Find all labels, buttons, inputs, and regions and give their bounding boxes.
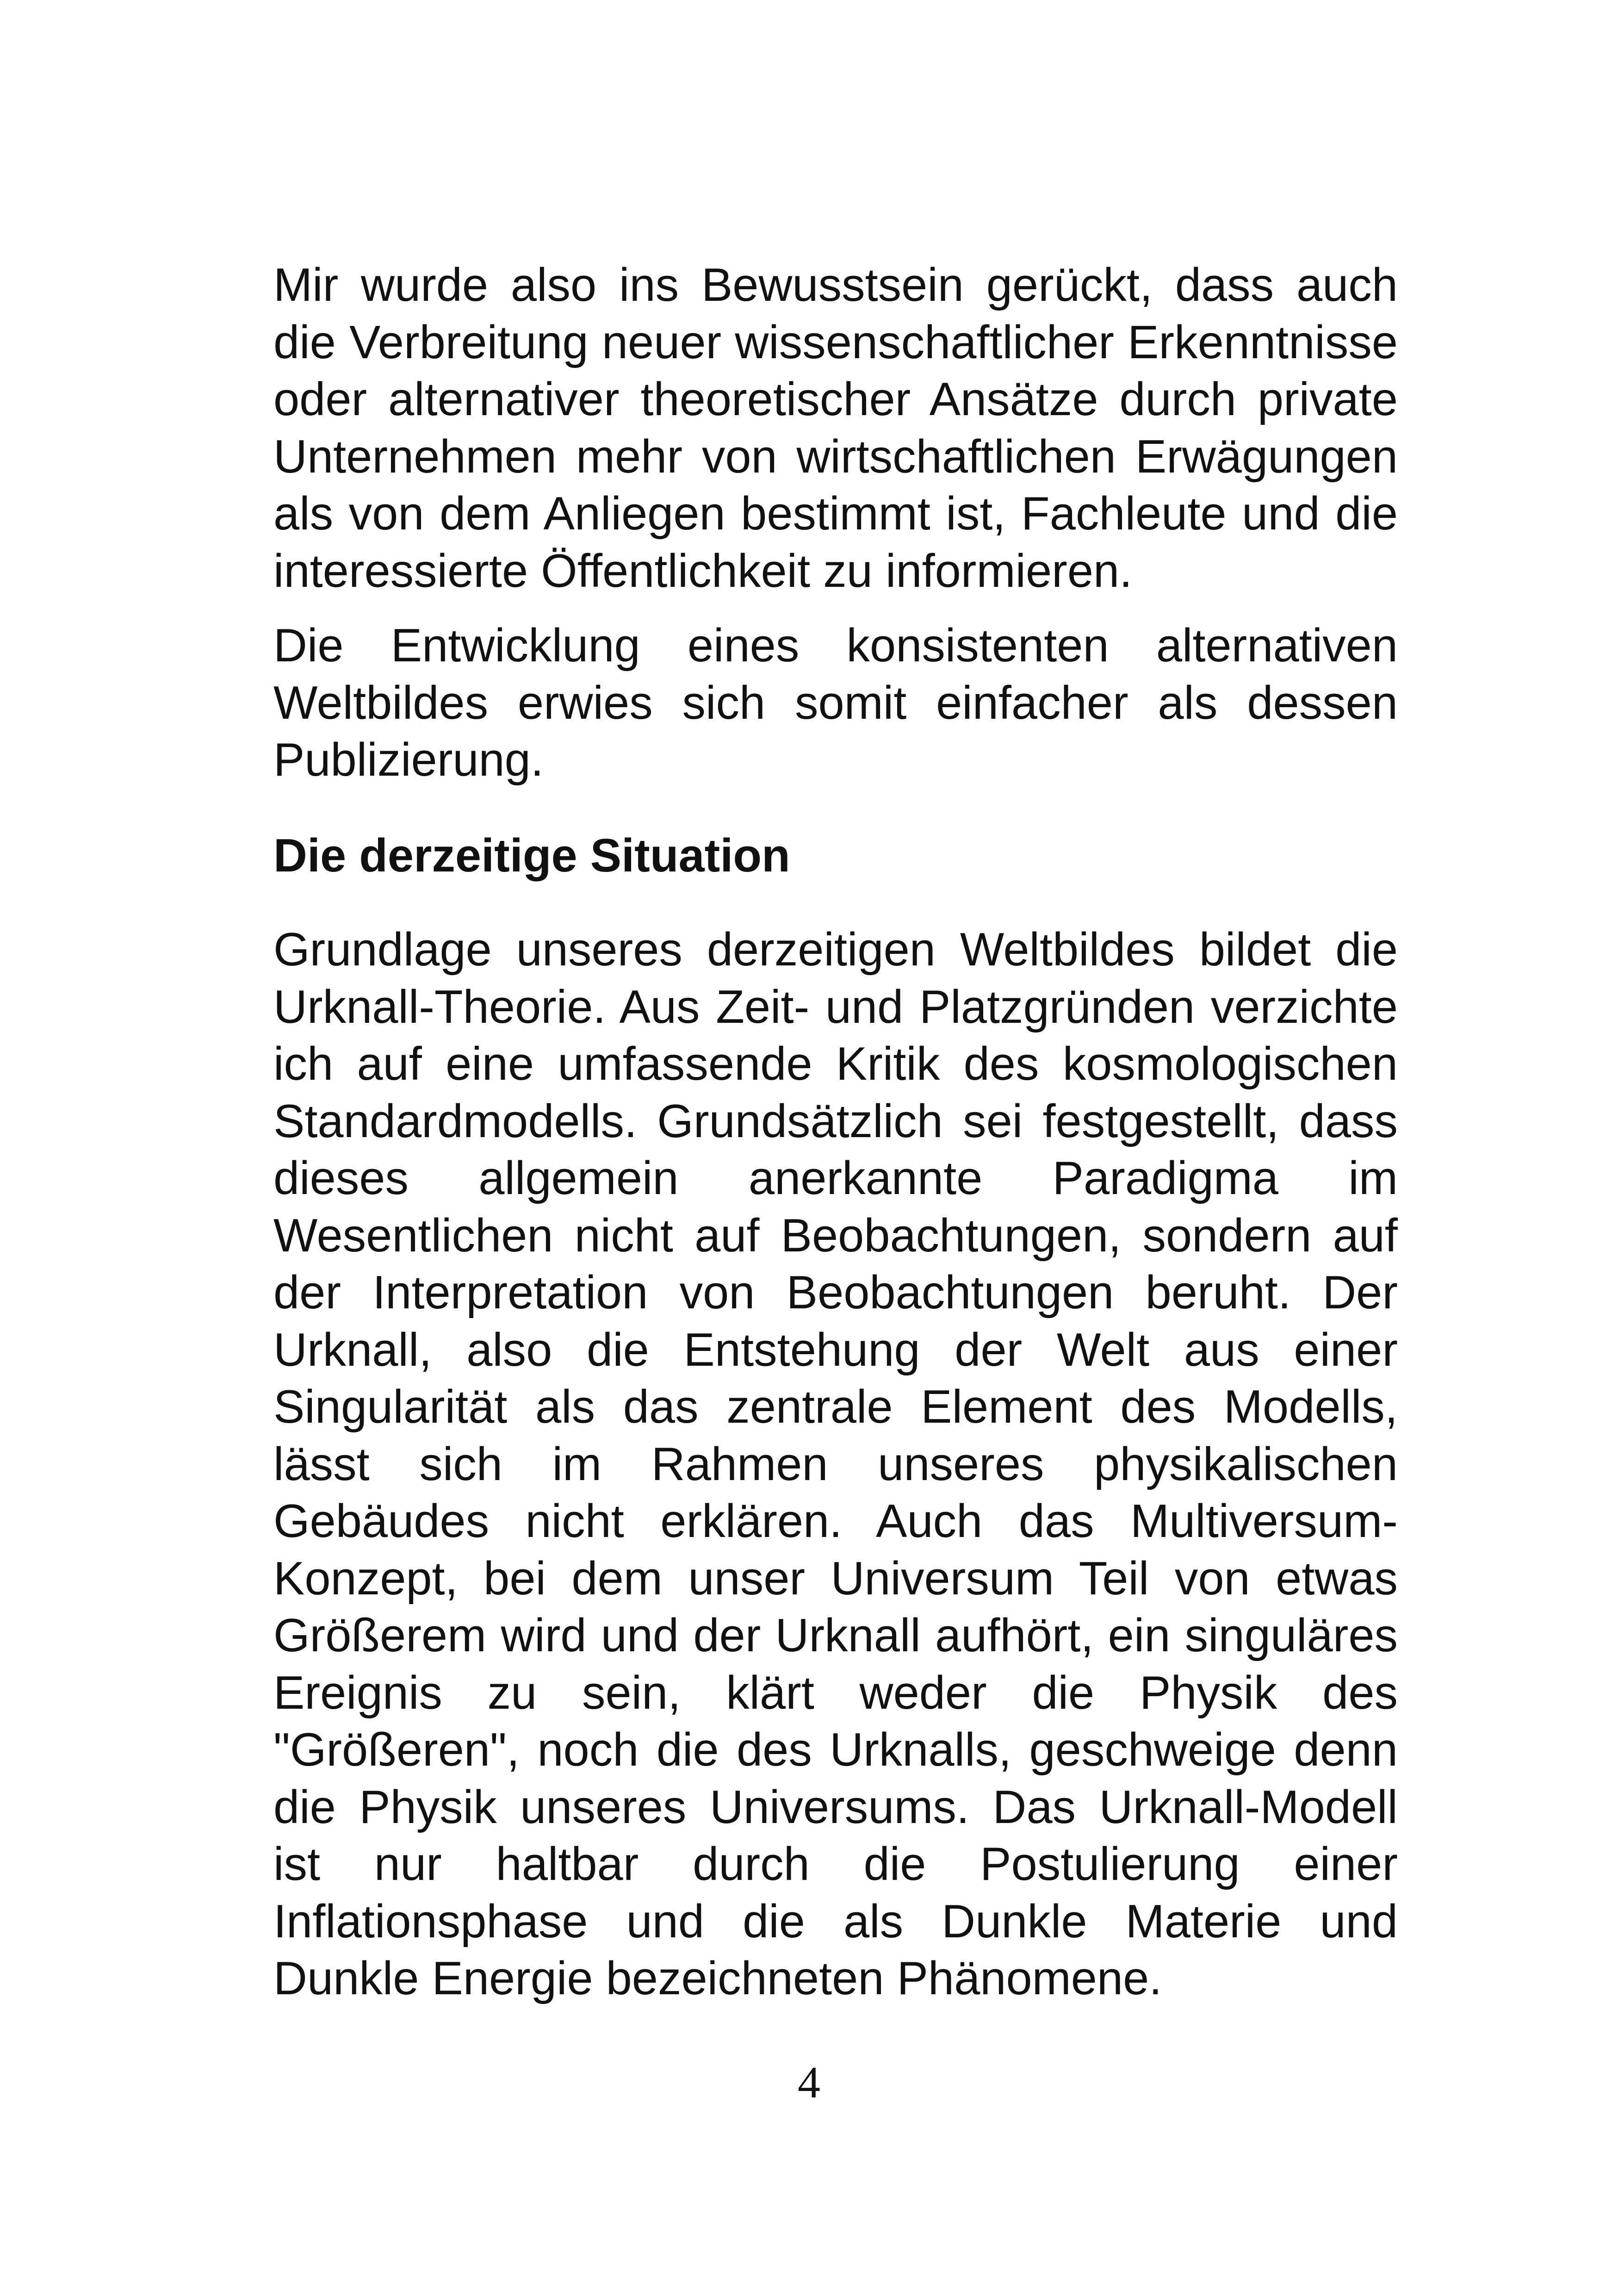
paragraph-worldview: Die Entwicklung eines konsistenten alternativen Weltbildes erwies sich somit einfacher als dessen Publizierung. bbox=[273, 620, 1398, 786]
body-text bbox=[273, 257, 1398, 2008]
paragraph-big-bang: Grundlage unseres derzeitigen Weltbildes bildet die Urknall-Theorie. Aus Zeit- und Platzgründen verzichte ich auf eine umfassende Kritik des kosmologischen Standardmodells. Grundsätzlich sei festgestellt, dass dieses allgemein anerkannte Paradigma im Wesentlichen nicht auf Beobachtungen, sondern auf der Interpretation von Beobachtungen beruht. Der Urknall, also die Entstehung der Welt aus einer Singularität als das zentrale Element des Modells, lässt sich im Rahmen unseres physikalischen Gebäudes nicht erklären. Auch das Multiversum-Konzept, bei dem unser Universum Teil von etwas Größerem wird und der Urknall aufhört, ein singuläres Ereignis zu sein, klärt weder die Physik des "Größeren", noch die des Urknalls, geschweige denn die Physik unseres Universums. Das Urknall-Modell ist nur haltbar durch die Postulierung einer Inflationsphase und die als Dunkle Materie und Dunkle Energie bezeichneten Phänomene. bbox=[273, 924, 1398, 2004]
paragraph-publishing: Mir wurde also ins Bewusstsein gerückt, dass auch die Verbreitung neuer wissenschaftlicher Erkenntnisse oder alternativer theoretischer Ansätze durch private Unternehmen mehr von wirtschaftlichen Erwägungen als von dem Anliegen bestimmt ist, Fachleute und die interessierte Öffentlichkeit zu informieren. bbox=[273, 259, 1398, 597]
page-number: 4 bbox=[798, 2058, 820, 2108]
section-heading: Die derzeitige Situation bbox=[273, 829, 790, 882]
